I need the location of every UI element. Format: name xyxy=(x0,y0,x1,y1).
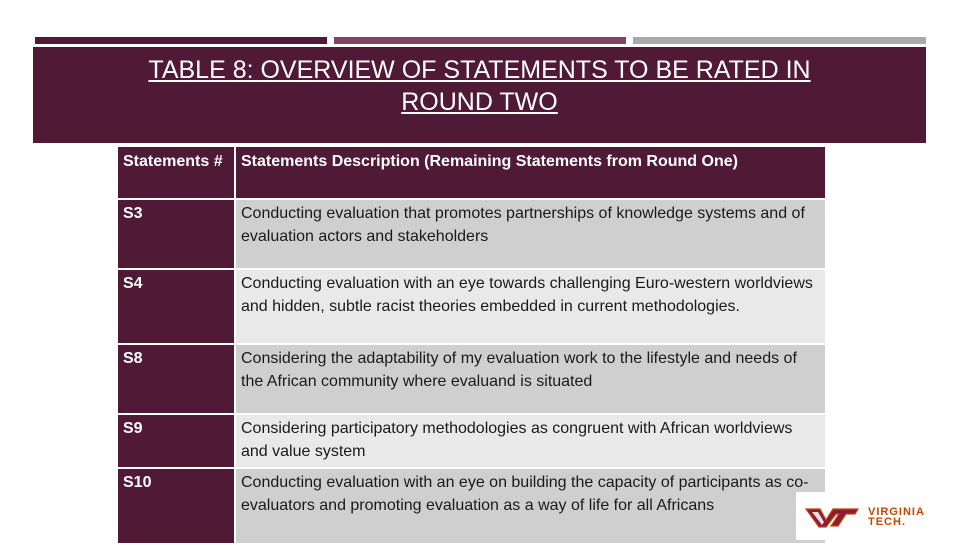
header-statement-number: Statements # xyxy=(118,147,234,198)
accent-bar-mauve xyxy=(334,37,626,44)
statement-description: Conducting evaluation with an eye on building the capacity of participants as co-evaluators and promoting evaluation as a way of life for all Africans xyxy=(236,469,825,543)
statements-table xyxy=(116,145,827,545)
slide-title xyxy=(33,54,926,118)
statement-description: Conducting evaluation with an eye towards challenging Euro-western worldviews and hidden, subtle racist theories embedded in current methodologies. xyxy=(236,270,825,343)
statement-description: Considering the adaptability of my evaluation work to the lifestyle and needs of the African community where evaluand is situated xyxy=(236,345,825,413)
statement-id: S10 xyxy=(118,469,234,543)
logo-line-2: TECH. xyxy=(868,516,906,528)
statement-id: S9 xyxy=(118,415,234,467)
statement-description: Conducting evaluation that promotes partnerships of knowledge systems and of evaluation actors and stakeholders xyxy=(236,200,825,268)
logo-wordmark xyxy=(868,507,925,527)
slide-title-line-2: ROUND TWO xyxy=(401,88,558,116)
statement-id: S8 xyxy=(118,345,234,413)
virginia-tech-logo xyxy=(796,492,960,540)
table-header-row xyxy=(118,147,825,198)
table-row xyxy=(118,345,825,413)
header-statement-description: Statements Description (Remaining Statements from Round One) xyxy=(236,147,825,198)
accent-bar-maroon xyxy=(35,37,327,44)
virginia-tech-vt-icon xyxy=(804,506,860,528)
table-row xyxy=(118,200,825,268)
logo-line-1: VIRGINIA xyxy=(868,506,925,518)
table-row xyxy=(118,270,825,343)
table-row xyxy=(118,469,825,543)
table-row xyxy=(118,415,825,467)
accent-bar-gray xyxy=(633,37,926,44)
slide-title-line-1: TABLE 8: OVERVIEW OF STATEMENTS TO BE RATED IN xyxy=(148,56,811,84)
statement-id: S4 xyxy=(118,270,234,343)
statement-description: Considering participatory methodologies as congruent with African worldviews and value system xyxy=(236,415,825,467)
statement-id: S3 xyxy=(118,200,234,268)
